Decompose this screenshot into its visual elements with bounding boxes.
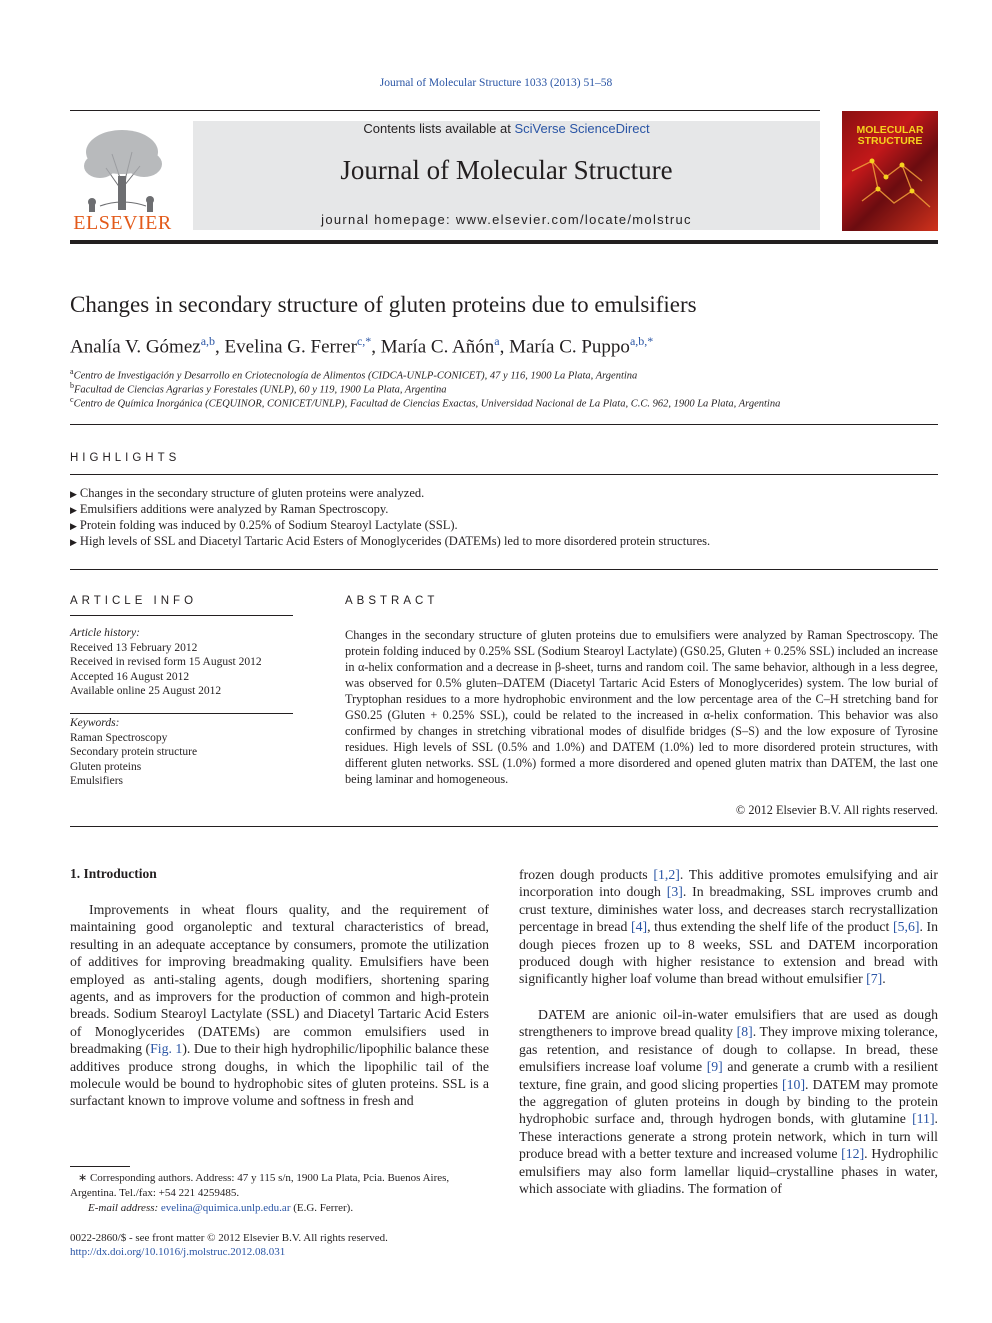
section-heading: 1. Introduction: [70, 866, 157, 881]
elsevier-wordmark: ELSEVIER: [73, 212, 172, 234]
history-entry: Available online 25 August 2012: [70, 685, 222, 697]
reference-link[interactable]: [4]: [630, 919, 648, 935]
divider: [70, 615, 293, 616]
figure-link[interactable]: Fig. 1: [150, 1041, 183, 1057]
author-name: María C. Añón: [380, 336, 495, 358]
email-footnote: E-mail address: evelina@quimica.unlp.edu.ar (E.G. Ferrer).: [88, 1202, 354, 1214]
author-affil-mark[interactable]: a,b,*: [629, 334, 654, 348]
header-rule: [70, 110, 820, 111]
reference-link[interactable]: [1,2]: [653, 867, 680, 882]
author-list: Analía V. Gómez$^{a,b}$, Evelina G. Ferrer$^{c,*}$, María C. Añón$^a$, María C. Puppo$^{a,b,*}$: [70, 334, 654, 358]
history-entry: Received 13 February 2012: [70, 641, 198, 654]
bullet-triangle-icon: ▶: [70, 505, 77, 515]
reference-link[interactable]: [7]: [866, 971, 883, 987]
contents-available: Contents lists available at SciVerse ScienceDirect: [363, 121, 650, 136]
intro-paragraph: Improvements in wheat flours quality, and the requirement of maintaining good organoleptic and textural characteristics of bread, resulting in an adequate acceptance by consumers, promote the utilization of additives for improving breadmaking quality. Emulsifiers have been employed as anti-staling agents, dough modifiers, shortening sparing agents, and as improvers for the production of common and high-protein breads. Sodium Stearoyl Lactylate (SSL) and Diacetyl Tartaric Acid Esters of Monoglycerides (DATEMs) are common emulsifiers used in breadmaking (Fig. 1). Due to their high hydrophilic/lipophilic balance these additives produce strong doughs, in which the lipophilic tail of the molecule would be bound to hydrophobic sites of gluten proteins. SSL is a surfactant known to improve volume and softness in fresh and: [70, 902, 489, 1109]
author-affil-mark[interactable]: a,b: [200, 334, 216, 348]
journal-homepage[interactable]: journal homepage: www.elsevier.com/locate/molstruc: [321, 212, 692, 227]
author-name: Evelina G. Ferrer: [224, 336, 357, 358]
divider: [70, 424, 938, 425]
abstract-text: Changes in the secondary structure of gluten proteins due to emulsifiers were analyzed by Raman Spectroscopy. The protein folding induced by 0.25% SSL (Sodium Stearoyl Lactylate) (GS0.25, Gluten + 0.25% SSL) included an increase in α-helix conformation and a decrease in β-sheet, turns and random coil. The same behavior, although in a less degree, was observed for 0.5% gluten–DATEM (Diacetyl Tartaric Acid Esters of Monoglycerides) system. The low burial of Tryptophan residues to a more hydrophobic environment and the low percentage area of the C–H stretching band for GS0.25 (Gluten + 0.25% SSL), could be related to the increased in α-helix conformation. This behavior was also confirmed by changes in stretching vibrational modes of disulfide bridges (S–S) and the low exposure of Tyrosine residues. High levels of SSL (0.5% and 1.0%) and DATEM (1.0%) led to more disordered protein structures, with different gluten networks. SSL (1.0%) formed a more disordered and opened gluten matrix than DATEM, the last one being laminar and homogeneous.: [345, 628, 938, 786]
article-info-label: ARTICLE INFO: [70, 595, 198, 607]
divider: [70, 713, 293, 714]
divider: [70, 474, 938, 475]
doi-link[interactable]: http://dx.doi.org/10.1016/j.molstruc.2012.08.031: [70, 1246, 286, 1258]
highlight-item: ▶ High levels of SSL and Diacetyl Tartaric Acid Esters of Monoglycerides (DATEMs) led to more disordered protein structures.: [70, 534, 711, 548]
affiliation: $^c$Centro de Química Inorgánica (CEQUINOR, CONICET/UNLP), Facultad de Ciencias Exactas, Universidad Nacional de La Plata, C.C. 962, 1900 La Plata, Argentina: [70, 395, 781, 410]
author-affil-mark[interactable]: a: [494, 334, 500, 348]
intro-paragraph: DATEM are anionic oil-in-water emulsifiers that are used as dough strengtheners to improve bread quality [8]. They improve mixing tolerance, gas retention, and resistance of dough to collapse. In bread, these emulsifiers increase loaf volume [9] and generate a crumb with a resilient texture, fine grain, and good slicing properties [10]. DATEM may promote the aggregation of gluten proteins in dough by binding to the protein hydrophobic surface and, through hydrogen bonds, with glutamine [11]. These interactions generate a strong protein network, which in turn will produce bread with a better texture and increased volume [12]. Hydrophilic emulsifiers may also form lamellar liquid–crystalline phases in water, which associate with gliadins. The formation of: [519, 1007, 938, 1197]
bullet-triangle-icon: ▶: [70, 489, 77, 499]
journal-citation[interactable]: Journal of Molecular Structure 1033 (2013) 51–58: [379, 77, 613, 89]
issn-line: 0022-2860/$ - see front matter © 2012 Elsevier B.V. All rights reserved.: [70, 1232, 388, 1244]
keyword: Secondary protein structure: [70, 746, 198, 758]
journal-cover-image: [842, 111, 938, 231]
sciencedirect-link[interactable]: SciVerse ScienceDirect: [514, 121, 650, 136]
keywords: Keywords: Raman Spectroscopy Secondary protein structure Gluten proteins Emulsifiers: [70, 716, 293, 789]
history-entry: Accepted 16 August 2012: [70, 670, 190, 683]
article-title: Changes in secondary structure of gluten proteins due to emulsifiers: [70, 292, 697, 317]
affiliation: $^b$Facultad de Ciencias Agrarias y Forestales (UNLP), 60 y 119, 1900 La Plata, Argentina: [70, 381, 447, 396]
keyword: Raman Spectroscopy: [70, 731, 168, 744]
highlight-item: ▶ Emulsifiers additions were analyzed by Raman Spectroscopy.: [70, 502, 389, 516]
keyword: Gluten proteins: [70, 760, 142, 773]
reference-link[interactable]: [5,6]: [893, 919, 920, 935]
header-thick-rule: [70, 240, 938, 244]
reference-link[interactable]: [10]: [782, 1076, 806, 1092]
cover-title: MOLECULAR STRUCTURE: [856, 124, 924, 147]
email-link[interactable]: evelina@quimica.unlp.edu.ar: [160, 1202, 291, 1214]
reference-link[interactable]: [8]: [736, 1024, 753, 1040]
reference-link[interactable]: [9]: [706, 1059, 723, 1075]
reference-link[interactable]: [12]: [841, 1146, 865, 1162]
affiliation: $^a$Centro de Investigación y Desarrollo en Criotecnología de Alimentos (CIDCA-UNLP-CONICET), 47 y 116, 1900 La Plata, Argentina: [70, 367, 638, 382]
highlights-label: HIGHLIGHTS: [70, 452, 181, 464]
abstract-label: ABSTRACT: [345, 595, 439, 607]
author-name: Analía V. Gómez: [70, 336, 201, 358]
highlight-item: ▶ Protein folding was induced by 0.25% of Sodium Stearoyl Lactylate (SSL).: [70, 518, 458, 532]
footnote-rule: [70, 1166, 130, 1167]
divider: [70, 569, 938, 570]
bullet-triangle-icon: ▶: [70, 537, 77, 547]
author-name: María C. Puppo: [509, 336, 630, 358]
history-entry: Received in revised form 15 August 2012: [70, 656, 262, 668]
article-history: Article history: Received 13 February 2012 Received in revised form 15 August 2012 Accepted 16 August 2012 Available online 25 August 2012: [70, 626, 293, 699]
divider: [70, 826, 938, 827]
corresponding-footnote: ∗ Corresponding authors. Address: 47 y 115 s/n, 1900 La Plata, Pcia. Buenos Aires, Argentina. Tel./fax: +54 221 4259485.: [70, 1172, 450, 1199]
abstract-copyright: © 2012 Elsevier B.V. All rights reserved.: [735, 803, 938, 817]
journal-name: Journal of Molecular Structure: [340, 155, 673, 185]
bullet-triangle-icon: ▶: [70, 521, 77, 531]
keyword: Emulsifiers: [70, 775, 124, 787]
highlight-item: ▶ Changes in the secondary structure of gluten proteins were analyzed.: [70, 486, 425, 500]
reference-link[interactable]: [3]: [666, 884, 683, 900]
author-affil-mark[interactable]: c,*: [356, 334, 372, 348]
intro-paragraph: frozen dough products [1,2]. This additive promotes emulsifying and air incorporation into dough [3]. In breadmaking, SSL improves crumb and crust texture, diminishes water loss, and decreases starch recrystallization percentage in bread [4], thus extending the shelf life of the product [5,6]. In dough pieces frozen up to 8 weeks, SSL and DATEM incorporation produced dough with higher resistance to extension and bread with significantly higher loaf volume than bread without emulsifier [7].: [519, 867, 938, 987]
reference-link[interactable]: [11]: [912, 1111, 935, 1127]
